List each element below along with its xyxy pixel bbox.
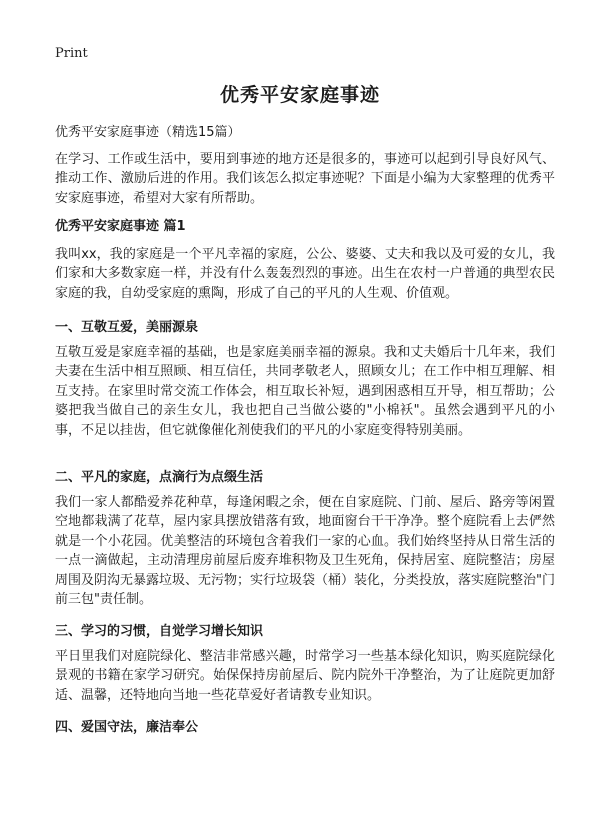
article-paragraph: 我叫xx，我的家庭是一个平凡幸福的家庭，公公、婆婆、丈夫和我以及可爱的女儿，我们家和大多数家庭一样，并没有什么轰轰烈烈的事迹。出生在农村一户普通的典型农民家庭的我，自幼受家庭的熏陶，形成了自己的平凡的人生观、价值观。 — [55, 247, 555, 301]
intro-paragraph: 在学习、工作或生活中，要用到事迹的地方还是很多的，事迹可以起到引导良好风气、推动工作、激励后进的作用。我们该怎么拟定事迹呢？下面是小编为大家整理的优秀平安家庭事迹，希望对大家有所帮助。 — [55, 152, 555, 206]
article-heading: 优秀平安家庭事迹 篇1 — [55, 219, 186, 234]
section-heading: 二、平凡的家庭，点滴行为点缀生活 — [55, 470, 264, 485]
section-heading: 一、互敬互爱，美丽源泉 — [55, 320, 199, 335]
section-heading: 三、学习的习惯，自觉学习增长知识 — [55, 624, 264, 639]
section-body: 我们一家人都酷爱养花种草，每逢闲暇之余，便在自家庭院、门前、屋后、路旁等闲置空地都栽满了花草，屋内家具摆放错落有致，地面窗台干干净净。整个庭院看上去俨然就是一个小花园。优美整洁的环境包含着我们一家的心血。我们始终坚持从日常生活的一点一滴做起，主动清理房前屋后废弃堆积物及卫生死角，保持居室、庭院整洁；房屋周围及阴沟无暴露垃圾、无污物；实行垃圾袋（桶）装化，分类投放，落实庭院整治"门前三包"责任制。 — [55, 495, 555, 608]
document-subtitle: 优秀平安家庭事迹（精选15篇） — [55, 125, 241, 140]
section-body: 平日里我们对庭院绿化、整洁非常感兴趣，时常学习一些基本绿化知识，购买庭院绿化景观的书籍在家学习研究。始保保持房前屋后、院内院外干净整治，为了让庭院更加舒适、温馨，还特地向当地一些花草爱好者请教专业知识。 — [55, 649, 555, 703]
document-title: 优秀平安家庭事迹 — [219, 84, 380, 106]
section-heading: 四、爱国守法，廉洁奉公 — [55, 720, 199, 735]
section-body: 互敬互爱是家庭幸福的基础，也是家庭美丽幸福的源泉。我和丈夫婚后十几年来，我们夫妻在生活中相互照顾、相互信任，共同孝敬老人，照顾女儿；在工作中相互理解、相互支持。在家里时常交流工作体会，相互取长补短，遇到困惑相互开导，相互帮助；公婆把我当做自己的亲生女儿，我也把自己当做公婆的"小棉袄"。虽然会遇到平凡的小事，不足以挂齿，但它就像催化剂使我们的平凡的小家庭变得特别美丽。 — [55, 345, 555, 438]
print-link[interactable]: Print — [55, 46, 88, 61]
